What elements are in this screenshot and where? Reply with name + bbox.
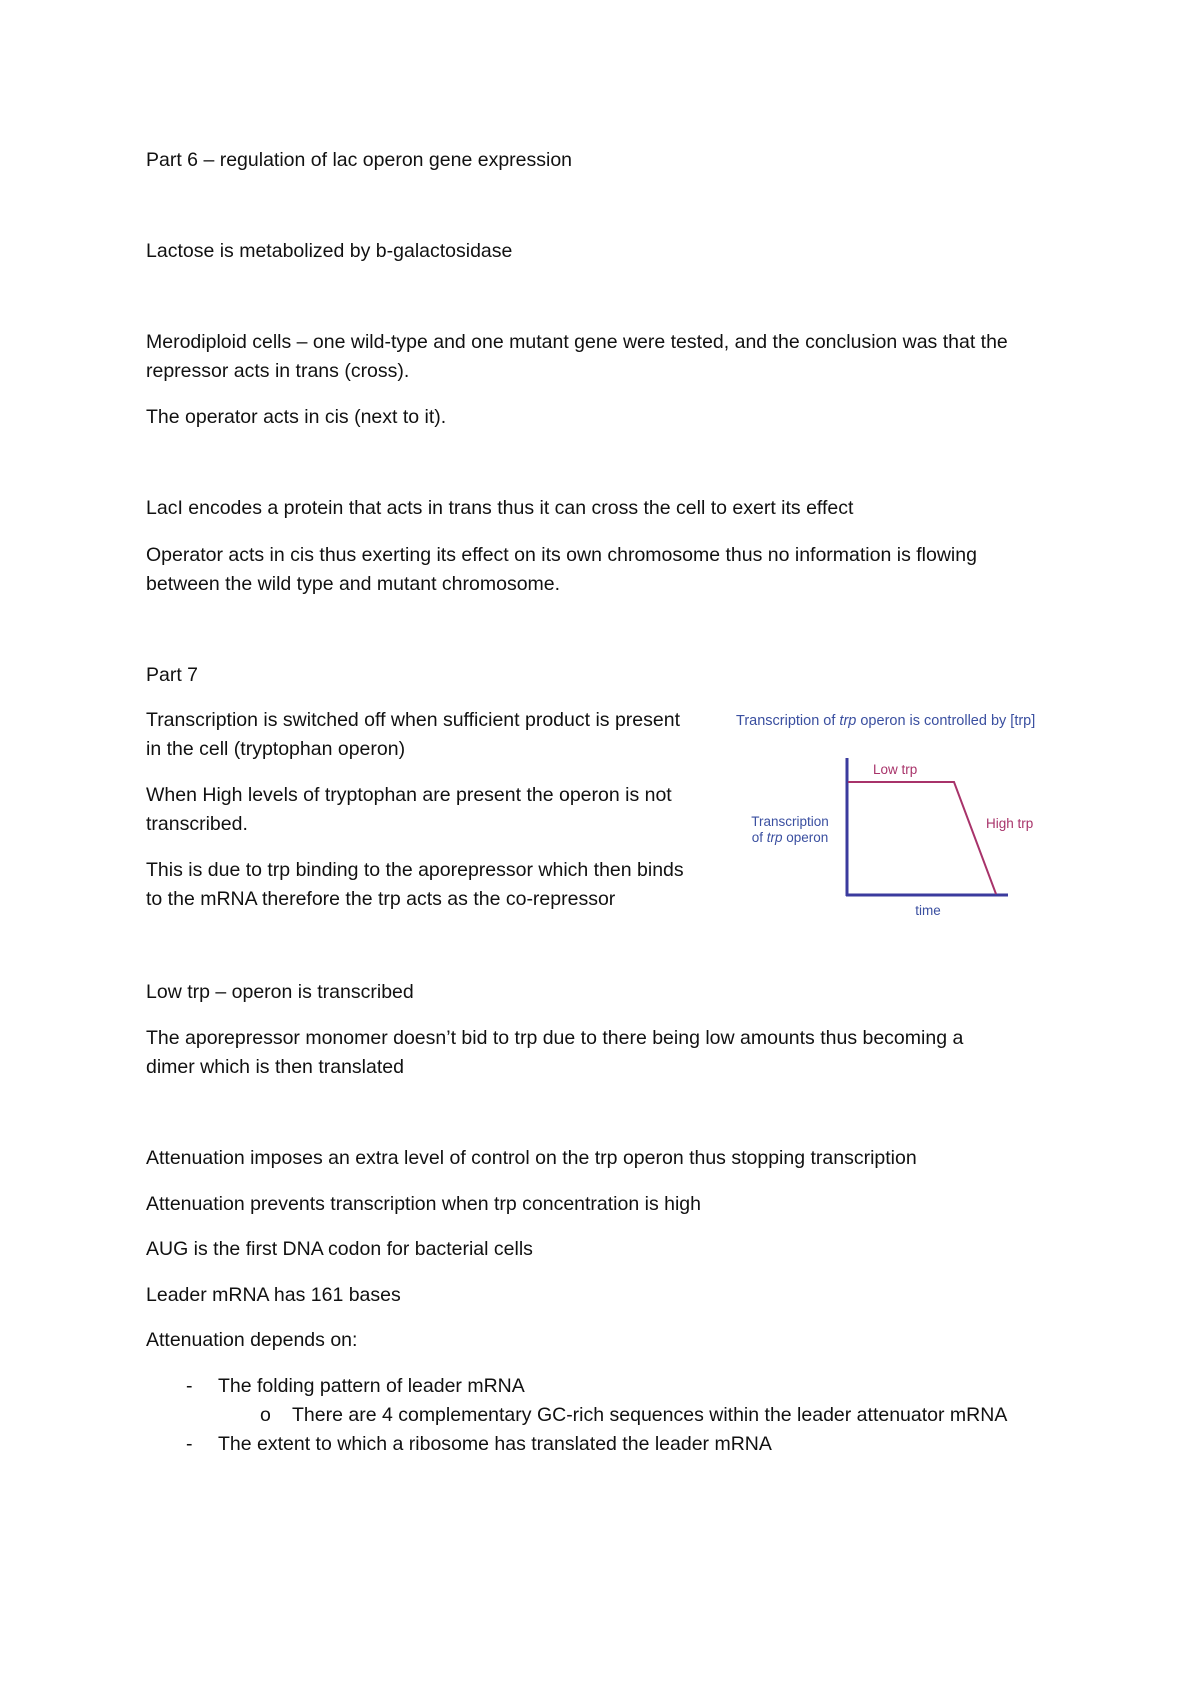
- operator-cis-line: The operator acts in cis (next to it).: [146, 406, 447, 428]
- leader-line: Leader mRNA has 161 bases: [146, 1284, 401, 1306]
- chart-title-prefix: Transcription of: [736, 713, 840, 729]
- list-item-text: There are 4 complementary GC-rich sequences within the leader attenuator mRNA: [292, 1404, 1008, 1426]
- trp-transcription-figure: [730, 700, 1070, 930]
- aporepressor-line-2: dimer which is then translated: [146, 1056, 404, 1078]
- aporepressor-line-1: The aporepressor monomer doesn’t bid to trp due to there being low amounts thus becoming a: [146, 1027, 964, 1049]
- y-axis-label-line-1: Transcription: [751, 814, 829, 829]
- aug-line: AUG is the first DNA codon for bacterial cells: [146, 1238, 533, 1260]
- transcription-line: [848, 782, 996, 894]
- high-trp-label: High trp: [986, 816, 1034, 831]
- laci-line: LacI encodes a protein that acts in trans thus it can cross the cell to exert its effect: [146, 497, 854, 519]
- high-levels-line-1: When High levels of tryptophan are present the operon is not: [146, 784, 672, 806]
- chart-title: [736, 713, 1035, 729]
- operator-line-1: Operator acts in cis thus exerting its effect on its own chromosome thus no information is flowing: [146, 544, 977, 566]
- high-levels-line-2: transcribed.: [146, 813, 248, 835]
- x-axis-label: time: [915, 903, 941, 918]
- depends-on-line: Attenuation depends on:: [146, 1329, 358, 1351]
- chart-title-suffix: operon is controlled by [trp]: [856, 713, 1036, 729]
- operator-line-2: between the wild type and mutant chromosome.: [146, 573, 561, 595]
- due-to-line-2: to the mRNA therefore the trp acts as the co-repressor: [146, 888, 616, 910]
- part6-heading: Part 6 – regulation of lac operon gene expression: [146, 149, 573, 171]
- attenuation-line-1: Attenuation imposes an extra level of control on the trp operon thus stopping transcription: [146, 1147, 917, 1169]
- due-to-line-1: This is due to trp binding to the aporepressor which then binds: [146, 859, 684, 881]
- chart-title-italic: trp: [839, 713, 857, 729]
- circle-bullet: o: [260, 1404, 271, 1426]
- list-item-text: The extent to which a ribosome has translated the leader mRNA: [218, 1433, 772, 1455]
- y-axis-label-line-2: of trp operon: [751, 830, 829, 845]
- trp-chart-svg: [730, 700, 1070, 930]
- dash-bullet: -: [186, 1433, 193, 1455]
- transcription-line-2: in the cell (tryptophan operon): [146, 738, 406, 760]
- low-trp-label: Low trp: [873, 762, 918, 777]
- list-item-text: The folding pattern of leader mRNA: [218, 1375, 525, 1397]
- lactose-line: Lactose is metabolized by b-galactosidase: [146, 240, 513, 262]
- merodiploid-line-2: repressor acts in trans (cross).: [146, 360, 410, 382]
- attenuation-line-2: Attenuation prevents transcription when trp concentration is high: [146, 1193, 701, 1215]
- dash-bullet: -: [186, 1375, 193, 1397]
- merodiploid-line-1: Merodiploid cells – one wild-type and one mutant gene were tested, and the conclusion was that the: [146, 331, 1008, 353]
- transcription-line-1: Transcription is switched off when sufficient product is present: [146, 709, 680, 731]
- low-trp-line: Low trp – operon is transcribed: [146, 981, 414, 1003]
- part7-heading: Part 7: [146, 664, 199, 686]
